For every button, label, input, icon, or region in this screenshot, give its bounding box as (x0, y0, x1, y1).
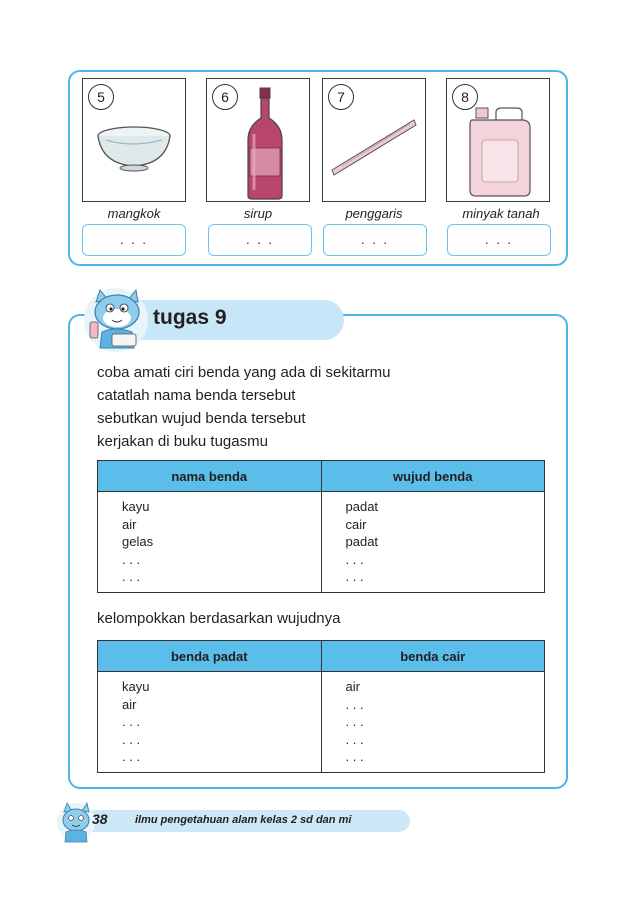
object-state-cell (321, 492, 545, 593)
table-cell-value: kayu (122, 499, 150, 514)
item-number-badge: 5 (88, 84, 114, 110)
cat-mascot-icon (56, 800, 96, 844)
table-cell-value: air (122, 516, 137, 532)
answer-field[interactable]: . . . (82, 224, 186, 256)
answer-field[interactable]: . . . (208, 224, 312, 256)
table-cell-value: . . . (122, 714, 141, 729)
column-header-benda-cair: benda cair (321, 641, 545, 672)
item-card-mangkok (82, 78, 186, 202)
bowl-illustration (82, 78, 186, 202)
table-cell-value: air (345, 679, 360, 694)
table-cell-value: . . . (122, 551, 141, 567)
table-cell-value: air (122, 696, 137, 712)
object-state-table (97, 460, 545, 593)
item-label: penggaris (345, 206, 403, 221)
table-cell-value: gelas (122, 534, 154, 549)
instruction-line: kerjakan di buku tugasmu (97, 433, 268, 450)
instruction-line: coba amati ciri benda yang ada di sekitarmu (97, 364, 391, 381)
answer-field[interactable]: . . . (447, 224, 551, 256)
instruction-line: sebutkan wujud benda tersebut (97, 410, 306, 427)
syrup-bottle-illustration (206, 78, 310, 202)
table-cell-value: . . . (345, 731, 364, 747)
item-number-badge: 6 (212, 84, 238, 110)
table-cell-value: . . . (122, 569, 141, 584)
item-card-penggaris (322, 78, 426, 202)
table-cell-value: . . . (345, 749, 364, 764)
column-header-nama-benda: nama benda (98, 461, 322, 492)
solid-objects-cell (98, 672, 322, 773)
table-cell-value: . . . (345, 714, 364, 729)
table-cell-value: padat (345, 499, 379, 514)
instruction-line: catatlah nama benda tersebut (97, 387, 296, 404)
ruler-illustration (322, 78, 426, 202)
item-card-minyak-tanah (446, 78, 550, 202)
item-label: minyak tanah (462, 206, 540, 221)
liquid-objects-cell (321, 672, 545, 773)
column-header-benda-padat: benda padat (98, 641, 322, 672)
item-label: mangkok (107, 206, 161, 221)
item-label: sirup (243, 206, 273, 221)
table-cell-value: . . . (345, 551, 364, 567)
grouping-table (97, 640, 545, 773)
jerrycan-illustration (446, 78, 550, 202)
book-title: ilmu pengetahuan alam kelas 2 sd dan mi (135, 814, 352, 826)
task-title: tugas 9 (153, 306, 227, 329)
table-cell-value: . . . (122, 749, 141, 764)
table-cell-value: padat (345, 534, 379, 549)
item-card-sirup (206, 78, 310, 202)
cat-mascot-icon (76, 282, 156, 354)
table-cell-value: kayu (122, 679, 150, 694)
answer-field[interactable]: . . . (323, 224, 427, 256)
object-name-cell (98, 492, 322, 593)
group-instruction: kelompokkan berdasarkan wujudnya (97, 610, 341, 627)
table-cell-value: . . . (122, 731, 141, 747)
item-number-badge: 8 (452, 84, 478, 110)
page-number: 38 (92, 811, 108, 827)
item-number-badge: 7 (328, 84, 354, 110)
table-cell-value: . . . (345, 696, 364, 712)
table-cell-value: cair (345, 516, 367, 532)
column-header-wujud-benda: wujud benda (321, 461, 545, 492)
table-cell-value: . . . (345, 569, 364, 584)
